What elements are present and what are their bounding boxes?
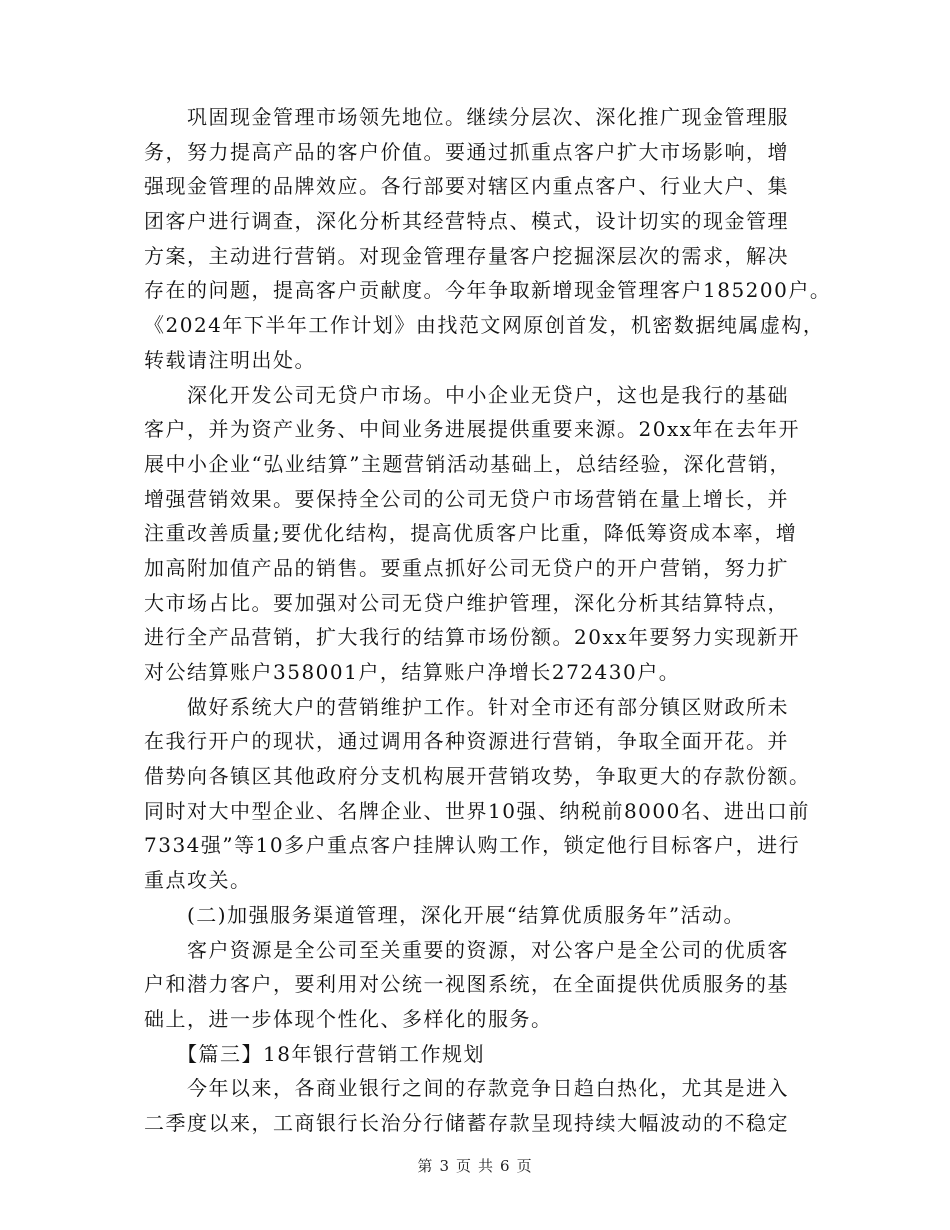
text-line: 务，努力提高产品的客户价值。要通过抓重点客户扩大市场影响，增 — [144, 139, 789, 164]
text-line: 客户资源是全公司至关重要的资源，对公客户是全公司的优质客 — [144, 937, 789, 962]
page-footer — [0, 1155, 950, 1176]
text-line: 做好系统大户的营销维护工作。针对全市还有部分镇区财政所未 — [144, 694, 789, 719]
text-line: 深化开发公司无贷户市场。中小企业无贷户，这也是我行的基础 — [144, 382, 789, 407]
total-pages-number: 6 — [500, 1157, 511, 1175]
text-line: 存在的问题，提高客户贡献度。今年争取新增现金管理客户185200户。 — [144, 278, 832, 303]
page-label: 页 — [455, 1157, 472, 1175]
text-line: 大市场占比。要加强对公司无贷户维护管理，深化分析其结算特点， — [144, 590, 789, 615]
total-label-suffix: 页 — [516, 1157, 533, 1175]
text-line: 增强营销效果。要保持全公司的公司无贷户市场营销在量上增长，并 — [144, 486, 789, 511]
document-body — [144, 100, 832, 1141]
text-line: 加高附加值产品的销售。要重点抓好公司无贷户的开户营销，努力扩 — [144, 555, 789, 580]
text-line: 展中小企业“弘业结算”主题营销活动基础上，总结经验，深化营销， — [144, 451, 791, 476]
text-line: 客户，并为资产业务、中间业务进展提供重要来源。20xx年在去年开 — [144, 417, 801, 442]
text-line: 强现金管理的品牌效应。各行部要对辖区内重点客户、行业大户、集 — [144, 174, 789, 199]
text-line: 在我行开户的现状，通过调用各种资源进行营销，争取全面开花。并 — [144, 729, 789, 754]
text-line: 借势向各镇区其他政府分支机构展开营销攻势，争取更大的存款份额。 — [144, 764, 811, 789]
text-line: 转载请注明出处。 — [144, 347, 316, 372]
text-line: (二)加强服务渠道管理，深化开展“结算优质服务年”活动。 — [144, 902, 746, 927]
text-line: 同时对大中型企业、名牌企业、世界10强、纳税前8000名、进出口前 — [144, 798, 810, 823]
current-page-number: 3 — [439, 1157, 450, 1175]
text-line: 【篇三】18年银行营销工作规划 — [144, 1041, 485, 1066]
text-line: 巩固现金管理市场领先地位。继续分层次、深化推广现金管理服 — [144, 105, 789, 129]
text-line: 7334强”等10多户重点客户挂牌认购工作，锁定他行目标客户，进行 — [144, 833, 801, 858]
text-line: 《2024年下半年工作计划》由找范文网原创首发，机密数据纯属虚构， — [144, 313, 825, 338]
text-line: 方案，主动进行营销。对现金管理存量客户挖掘深层次的需求，解决 — [144, 243, 789, 268]
text-line: 对公结算账户358001户，结算账户净增长272430户。 — [144, 660, 681, 684]
text-line: 础上，进一步体现个性化、多样化的服务。 — [144, 1006, 553, 1031]
text-line: 今年以来，各商业银行之间的存款竞争日趋白热化，尤其是进入 — [144, 1076, 789, 1101]
text-line: 注重改善质量;要优化结构，提高优质客户比重，降低筹资成本率，增 — [144, 521, 798, 546]
text-line: 重点攻关。 — [144, 868, 252, 893]
page-label-prefix: 第 — [417, 1157, 434, 1175]
text-line: 团客户进行调查，深化分析其经营特点、模式，设计切实的现金管理 — [144, 209, 789, 234]
text-line: 户和潜力客户，要利用对公统一视图系统，在全面提供优质服务的基 — [144, 972, 789, 997]
text-line: 进行全产品营销，扩大我行的结算市场份额。20xx年要努力实现新开 — [144, 625, 801, 650]
total-label-prefix: 共 — [478, 1157, 495, 1175]
text-line: 二季度以来，工商银行长治分行储蓄存款呈现持续大幅波动的不稳定 — [144, 1110, 789, 1135]
